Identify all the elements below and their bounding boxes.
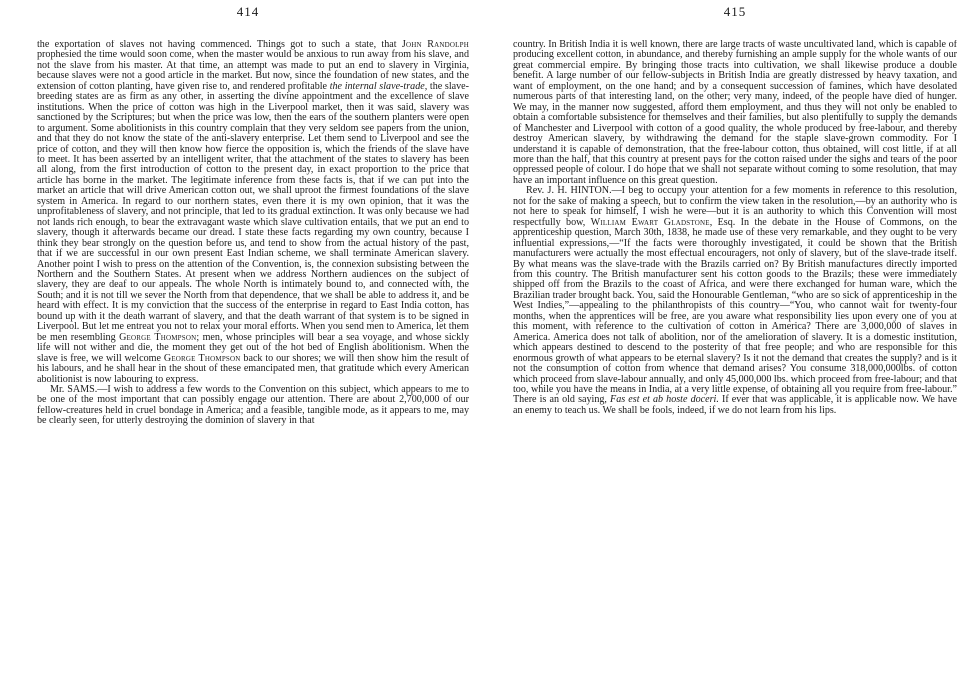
- italic-phrase: the internal slave-trade,: [329, 80, 428, 92]
- left-page-text: [37, 40, 469, 427]
- paragraph: [37, 385, 469, 427]
- speaker-name: George Thompson: [163, 352, 241, 364]
- text-run: If ever that was applicable, it is applicable now. We have an enemy to teach us. We shall be fools, indeed, if we do not learn from his lips.: [513, 394, 957, 416]
- speaker-name: John Randolph: [401, 40, 469, 50]
- text-run: , Esq. In the debate in the House of Commons, on the apprenticeship question, March 30th, 1838, he made use of these very remarkable, and they ought to be very influential expressions,—“If the facts were thoroughly investigated, it could be shown that the British manufacturers were actually the most effectual encouragers, not only of slavery, but of the slave-trade itself. By what means was the slave-trade with the Brazils carried on? By British manufactures directly imported from this country. The British manufacturer sent his cotton goods to the Brazils; these were immediately shipped off from the Brazils to the coast of Africa, and were there exchanged for human ware, which the Brazilian trader brought back. You, said the Honourable Gentleman, “who are so sick of apprenticeship in the West Indies,”—appealing to the philanthropists of this country—“You, who cannot wait for twenty-four months, when the apprentices will be free, are you aware what responsibility lies upon every one of you at this moment, with reference to the cultivation of cotton in America? There are 3,000,000 of slaves in America. America does not talk of abolition, nor of the amelioration of slavery. It is a domestic institution, which appears destined to descend to the posterity of that free people; and who are responsible for this enormous growth of what appears to be eternal slavery? Is it not the demand that creates the supply? and is it not the consumption of cotton from whence that demand arises? You consume 318,000,000lbs. of cotton which proceed from slave-labour annually, and only 45,000,000 lbs. which proceed from free-labour; and that too, while you have the means in India, at a very little expense, of obtaining all you require from free-labour.” There is an old saying,: [513, 216, 957, 406]
- text-run: Rev. J. H. HINTON.—I beg to occupy your attention for a few moments in reference to this resolution, not for the sake of making a speech, but to confirm the view taken in the resolution,—by an authority who is not here to speak for himself, I wish he were—but it is an authority to which this Convention will most respectfully bow,: [513, 185, 957, 228]
- latin-quote: Fas est et ab hoste doceri.: [610, 394, 719, 406]
- text-run: the exportation of slaves not having commenced. Things got to such a state, that: [37, 40, 402, 50]
- right-page: [513, 40, 957, 680]
- speaker-name: William Ewart Gladstone: [590, 216, 710, 228]
- text-run: the slave-breeding states are as firm as any other, in asserting the divine appointment and the excellence of slave institutions. When the price of cotton was high in the Liverpool market, then it was said, slavery was sanctioned by the Scriptures; but when the price was low, then the ears of the southern planters were open to argument. Some abolitionists in this country complain that they very seldom see papers from the union, and that they do not know the state of the anti-slavery enterprise. Let them send to Liverpool and see the price of cotton, and they will then know how fierce the opposition is, which the friends of the slave have to meet. It has been asserted by an intelligent writer, that the attachment of the states to slavery has been all along, from the first introduction of cotton to the present day, in exact proportion to the price that article has borne in the market. The legitimate inference from these facts is, that if we can put into the market an article that will drive American cotton out, we shall uproot the firmest foundations of the slave system in America. In regard to our northern states, even there it is my own opinion, that it was the unprofitableness of slavery, and not principle, that led to its gradual extinction. It was only because we had not lands rich enough, to bear the extravagant waste which slave cultivation entails, that we put an end to slavery, though it afterwards became our dread. I state these facts regarding my own country, because I think they bear strongly on the question before us, and tend to show from the actual history of the past, that if we are successful in our own present East Indian scheme, we shall terminate American slavery. Another point I wish to press on the attention of the Convention, is, the connexion subsisting between the Northern and the Southern States. At present when we address Northern audiences on the subject of slavery, they are deaf to our appeals. The whole North is intimately bound to, and connected with, the South; and it is not till we sever the North from that dependence, that we shall be able to address it, and be heard with effect. It is my conviction that the success of the enterprise in regard to East India cotton, has bound up with it the death warrant of slavery, and that the death warrant of that system is to be signed in Liverpool. But let me entreat you not to relax your moral efforts. When you send men to America, let them be men resembling: [37, 80, 469, 343]
- page-number-right: 415: [723, 4, 747, 19]
- text-run: back to our shores; we will then show him the result of his labours, and he shall hear in the shout of these emancipated men, that gratitude which every American abolitionist is now labouring to express.: [37, 352, 469, 385]
- text-run: ; men, whose principles will bear a sea voyage, and whose sickly life will not wither and die, the moment they get out of the hot bed of English abolitionism. When the slave is free, we will welcome: [37, 331, 469, 364]
- text-run: Mr. SAMS.—I wish to address a few words to the Convention on this subject, which appears to me to be one of the most important that can possibly engage our attention. There are about 2,700,000 of our fellow-creatures held in cruel bondage in America; and a feasible, tangible mode, as it appears to me, may be clearly seen, for utterly destroying the dominion of slavery in that: [37, 383, 469, 427]
- left-page: [37, 40, 469, 680]
- page-number-left: 414: [236, 4, 260, 19]
- right-page-text: [513, 40, 957, 416]
- paragraph: [513, 40, 957, 186]
- paragraph: [513, 186, 957, 416]
- paragraph: [37, 40, 469, 385]
- text-run: prophesied the time would soon come, when the master would be anxious to run away from his slave, and not the slave from his master. At that time, an attempt was made to put an end to slavery in Virginia, because slaves were not a good article in the market. But now, since the foundation of new states, and the extension of cotton planting, have given rise to, and rendered profitable: [37, 49, 469, 92]
- text-run: country. In British India it is well known, there are large tracts of waste uncultivated land, which is capable of producing excellent cotton, in abundance, and thereby furnishing an ample supply for the whole wants of our great commercial empire. By bringing those tracts into cultivation, we shall likewise produce a double benefit. A large number of our fellow-subjects in British India are greatly distressed by heavy taxation, and want of employment, on the one hand; and by a consequent succession of famines, which have desolated numerous parts of that interesting land, on the other; very many, indeed, of the people have died of hunger. We may, in the manner now suggested, afford them employment, and thus they will not only be enabled to obtain a comfortable subsistence for themselves and their families, but also plentifully to supply the demands of Manchester and Liverpool with cotton of a good quality, the whole produced by free-labour, and thereby destroy American slavery, by withdrawing the demand for the staple slave-grown commodity. For I understand it is capable of demonstration, that the free-labour cotton, thus obtained, will cost little, if at all more than the half, that this country at present pays for the cotton raised under the sighs and tears of the poor oppressed people of colour. I do hope that we shall not separate without coming to some resolution, that may have an important influence on this great question.: [513, 40, 957, 186]
- speaker-name: George Thompson: [119, 331, 197, 343]
